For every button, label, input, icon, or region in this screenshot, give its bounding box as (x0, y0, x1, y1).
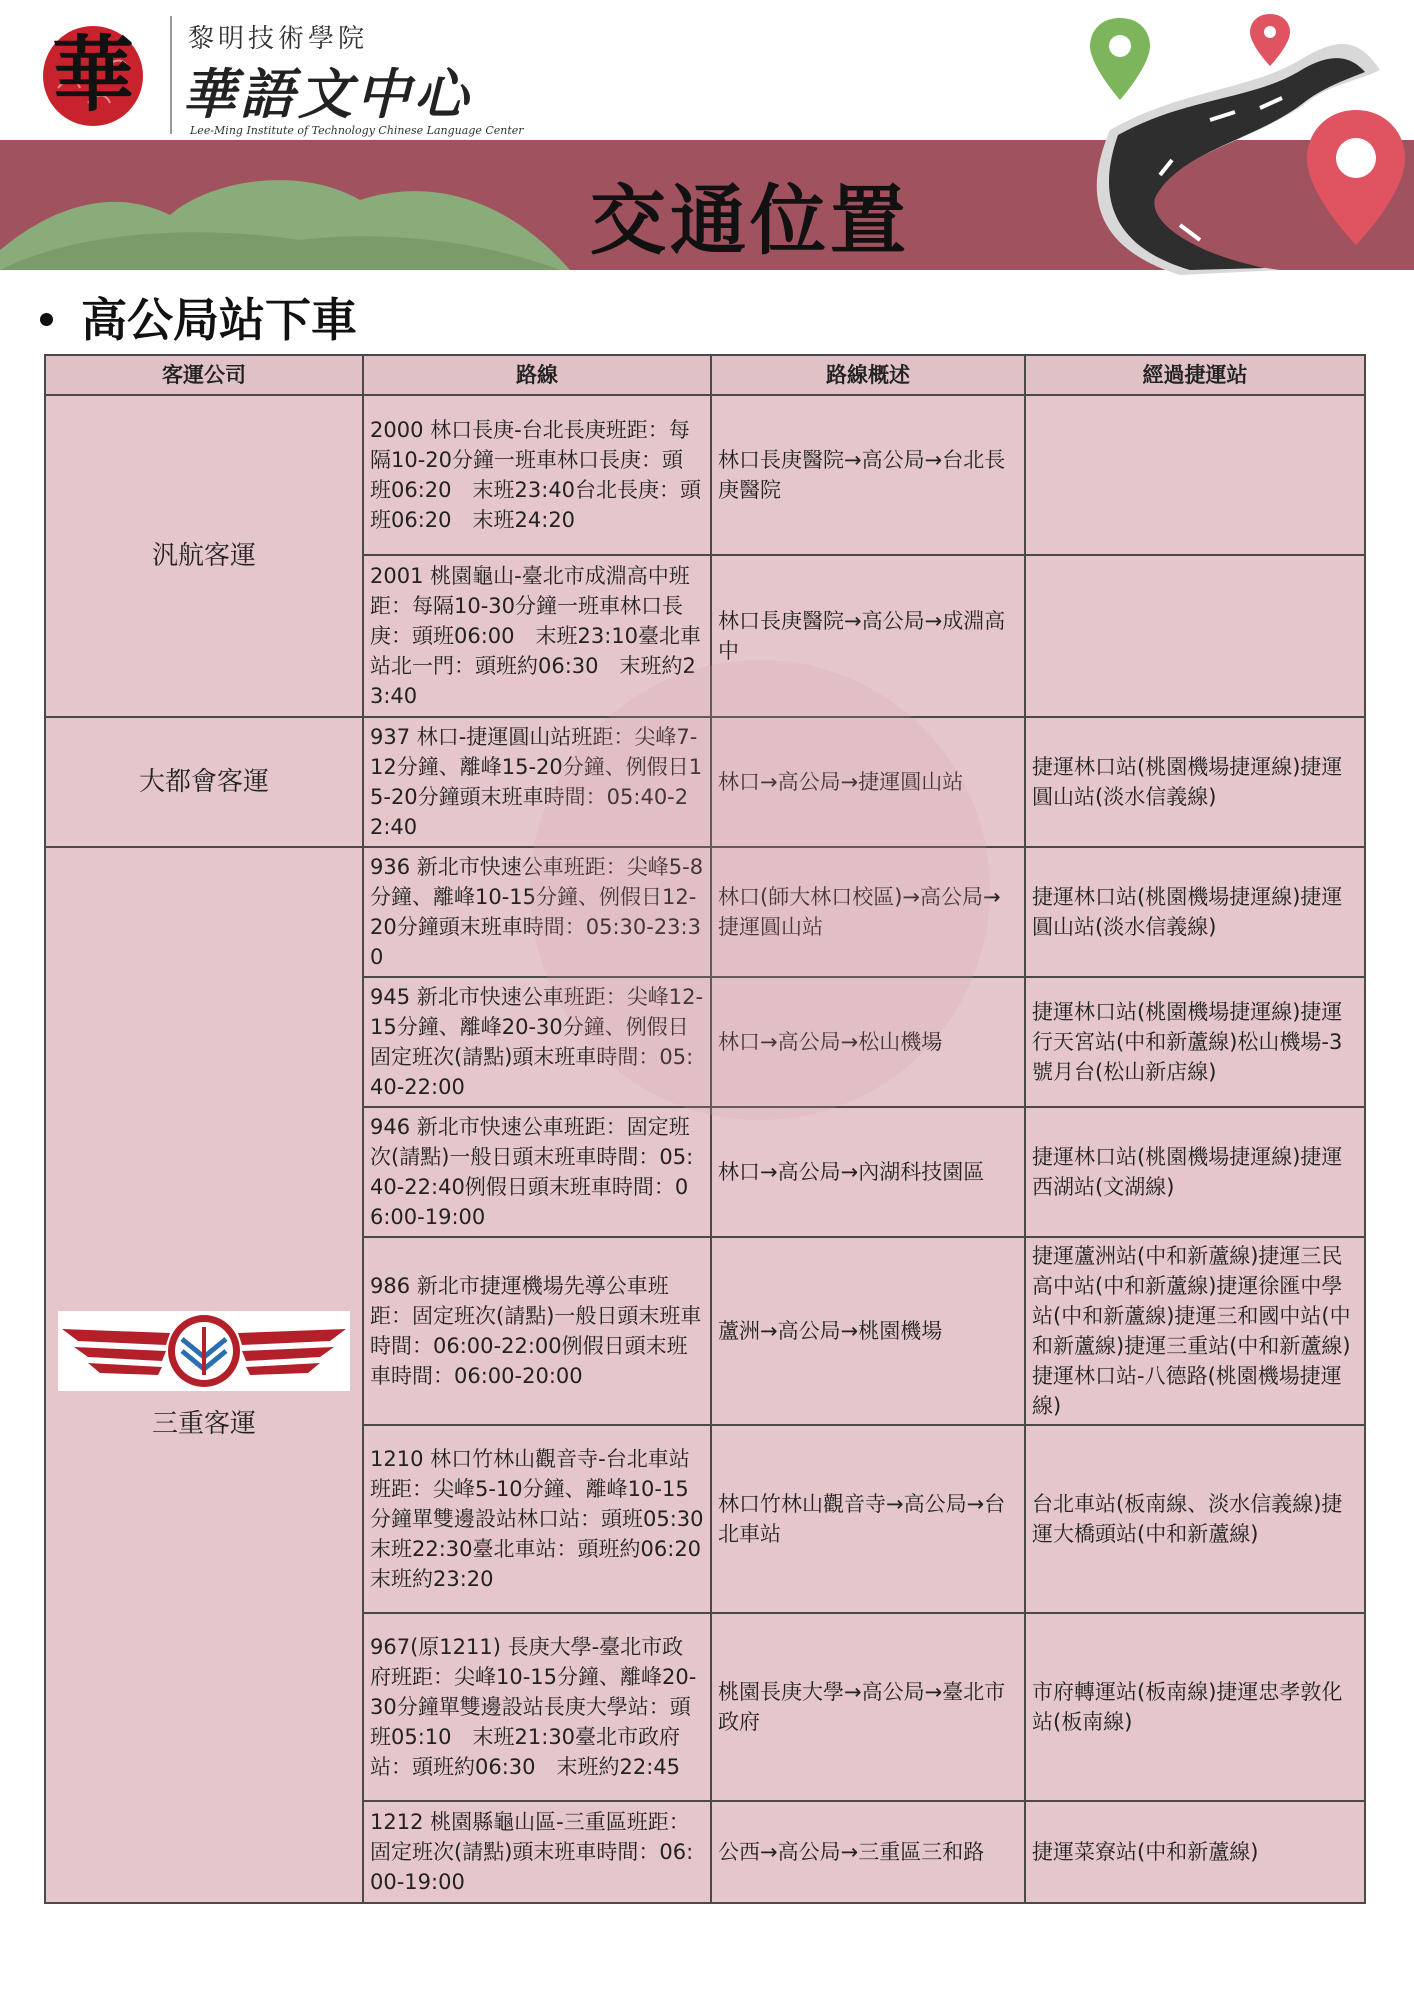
page-header (0, 0, 1414, 280)
route-cell: 967(原1211) 長庚大學-臺北市政府班距：尖峰10-15分鐘、離峰20-30分鐘單雙邊設站長庚大學站：頭班05:10 末班21:30臺北市政府站：頭班約06:30 末班約22:45 (363, 1613, 711, 1801)
school-name: 黎明技術學院 (188, 24, 369, 54)
header-route: 路線 (363, 355, 711, 395)
route-cell: 986 新北市捷運機場先導公車班距：固定班次(請點)一般日頭末班車時間：06:00-22:00例假日頭末班車時間：06:00-20:00 (363, 1237, 711, 1425)
winding-road-decoration (1060, 0, 1414, 280)
sanchong-bus-logo (58, 1311, 350, 1391)
table-row (45, 847, 1365, 977)
mrt-cell (1025, 395, 1365, 555)
table-header-row (45, 355, 1365, 395)
summary-cell: 公西→高公局→三重區三和路 (711, 1801, 1025, 1903)
svg-text:華: 華 (51, 27, 135, 123)
page-title: 交通位置 (590, 176, 910, 265)
summary-cell: 林口長庚醫院→高公局→成淵高中 (711, 555, 1025, 717)
table-row (45, 395, 1365, 555)
mrt-cell: 捷運蘆洲站(中和新蘆線)捷運三民高中站(中和新蘆線)捷運徐匯中學站(中和新蘆線)捷運三和國中站(中和新蘆線)捷運三重站(中和新蘆線)捷運林口站-八德路(桃園機場捷運線) (1025, 1237, 1365, 1425)
header-summary: 路線概述 (711, 355, 1025, 395)
route-cell: 2000 林口長庚-台北長庚班距：每隔10-20分鐘一班車林口長庚：頭班06:20 末班23:40台北長庚：頭班06:20 末班24:20 (363, 395, 711, 555)
summary-cell: 林口→高公局→松山機場 (711, 977, 1025, 1107)
company-cell-sanchong (45, 847, 363, 1903)
summary-cell: 林口(師大林口校區)→高公局→捷運圓山站 (711, 847, 1025, 977)
bus-route-table (44, 354, 1366, 1904)
company-cell: 汎航客運 (45, 395, 363, 717)
summary-cell: 蘆洲→高公局→桃園機場 (711, 1237, 1025, 1425)
company-cell: 大都會客運 (45, 717, 363, 847)
summary-cell: 林口長庚醫院→高公局→台北長庚醫院 (711, 395, 1025, 555)
mrt-cell: 捷運林口站(桃園機場捷運線)捷運西湖站(文湖線) (1025, 1107, 1365, 1237)
school-seal-logo (28, 8, 158, 138)
mrt-cell: 市府轉運站(板南線)捷運忠孝敦化站(板南線) (1025, 1613, 1365, 1801)
mrt-cell (1025, 555, 1365, 717)
route-cell: 937 林口-捷運圓山站班距：尖峰7-12分鐘、離峰15-20分鐘、例假日15-20分鐘頭末班車時間：05:40-22:40 (363, 717, 711, 847)
small-red-location-pin-icon (1250, 14, 1290, 66)
large-red-location-pin-icon (1307, 110, 1405, 245)
route-cell: 1212 桃園縣龜山區-三重區班距：固定班次(請點)頭末班車時間：06:00-19:00 (363, 1801, 711, 1903)
route-cell: 1210 林口竹林山觀音寺-台北車站班距：尖峰5-10分鐘、離峰10-15分鐘單雙邊設站林口站：頭班05:30 末班22:30臺北車站：頭班約06:20 末班約23:20 (363, 1425, 711, 1613)
mrt-cell: 捷運林口站(桃園機場捷運線)捷運圓山站(淡水信義線) (1025, 717, 1365, 847)
mrt-cell: 捷運菜寮站(中和新蘆線) (1025, 1801, 1365, 1903)
section-heading (40, 284, 357, 350)
company-name: 三重客運 (151, 1409, 256, 1439)
center-subtitle: Lee-Ming Institute of Technology Chinese Language Center (190, 124, 524, 137)
bullet-icon (40, 313, 53, 326)
route-cell: 936 新北市快速公車班距：尖峰5-8分鐘、離峰10-15分鐘、例假日12-20分鐘頭末班車時間：05:30-23:30 (363, 847, 711, 977)
green-location-pin-icon (1090, 18, 1150, 100)
header-company: 客運公司 (45, 355, 363, 395)
mrt-cell: 捷運林口站(桃園機場捷運線)捷運圓山站(淡水信義線) (1025, 847, 1365, 977)
mrt-cell: 台北車站(板南線、淡水信義線)捷運大橋頭站(中和新蘆線) (1025, 1425, 1365, 1613)
summary-cell: 林口竹林山觀音寺→高公局→台北車站 (711, 1425, 1025, 1613)
summary-cell: 林口→高公局→內湖科技園區 (711, 1107, 1025, 1237)
center-name: 華語文中心 (182, 62, 472, 126)
summary-cell: 桃園長庚大學→高公局→臺北市政府 (711, 1613, 1025, 1801)
mrt-cell: 捷運林口站(桃園機場捷運線)捷運行天宮站(中和新蘆線)松山機場-3號月台(松山新店線) (1025, 977, 1365, 1107)
route-cell: 945 新北市快速公車班距：尖峰12-15分鐘、離峰20-30分鐘、例假日固定班次(請點)頭末班車時間：05:40-22:00 (363, 977, 711, 1107)
header-mrt: 經過捷運站 (1025, 355, 1365, 395)
logo-divider (170, 16, 172, 134)
summary-cell: 林口→高公局→捷運圓山站 (711, 717, 1025, 847)
green-hills-decoration (0, 170, 570, 270)
section-heading-text: 高公局站下車 (81, 293, 357, 347)
route-cell: 946 新北市快速公車班距：固定班次(請點)一般日頭末班車時間：05:40-22:40例假日頭末班車時間：06:00-19:00 (363, 1107, 711, 1237)
table-row (45, 717, 1365, 847)
route-cell: 2001 桃園龜山-臺北市成淵高中班距：每隔10-30分鐘一班車林口長庚：頭班06:00 末班23:10臺北車站北一門：頭班約06:30 末班約23:40 (363, 555, 711, 717)
